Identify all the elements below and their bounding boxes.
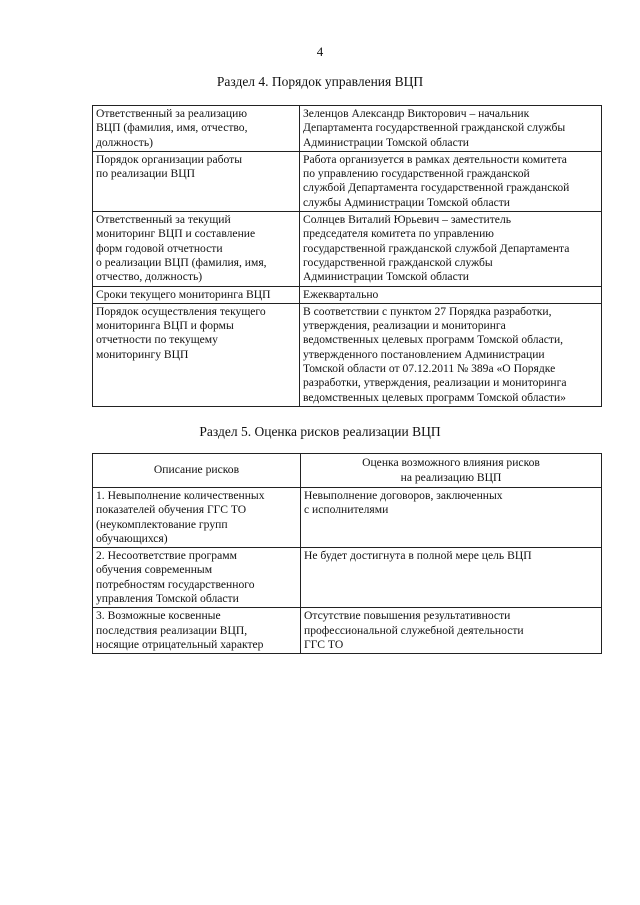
header-risk-description: Описание рисков [93, 454, 301, 488]
row-label: Порядок осуществления текущего мониторинга ВЦП и формы отчетности по текущему мониторингу ВЦП [93, 303, 300, 406]
row-label: Ответственный за реализацию ВЦП (фамилия, имя, отчество, должность) [93, 106, 300, 152]
risk-table [92, 453, 602, 654]
row-label: Ответственный за текущий мониторинг ВЦП и составление форм годовой отчетности о реализации ВЦП (фамилия, имя, отчество, должность) [93, 212, 300, 286]
table-row [93, 488, 602, 548]
table-row [93, 286, 602, 303]
table-header-row [93, 454, 602, 488]
table-row [93, 151, 602, 211]
header-impact-assessment: Оценка возможного влияния рисков на реализацию ВЦП [301, 454, 602, 488]
table-row [93, 548, 602, 608]
row-label: Сроки текущего мониторинга ВЦП [93, 286, 300, 303]
management-table [92, 105, 602, 407]
row-label: Порядок организации работы по реализации ВЦП [93, 151, 300, 211]
risk-cell: 1. Невыполнение количественных показателей обучения ГГС ТО (неукомплектование групп обучающихся) [93, 488, 301, 548]
page-number: 4 [316, 44, 324, 59]
row-value: В соответствии с пунктом 27 Порядка разработки, утверждения, реализации и мониторинга ведомственных целевых программ Томской области, утвержденного постановлением Администрации Томской области от 07.12.2011 № 389а «О Порядке разработки, утверждения, реализации и мониторинга ведомственных целевых программ Томской области» [300, 303, 602, 406]
impact-cell: Невыполнение договоров, заключенных с исполнителями [301, 488, 602, 548]
row-value: Ежеквартально [300, 286, 602, 303]
impact-cell: Отсутствие повышения результативности профессиональной служебной деятельности ГГС ТО [301, 608, 602, 654]
impact-cell: Не будет достигнута в полной мере цель ВЦП [301, 548, 602, 608]
risk-cell: 2. Несоответствие программ обучения современным потребностям государственного управления Томской области [93, 548, 301, 608]
row-value: Зеленцов Александр Викторович – начальник Департамента государственной гражданской службы Администрации Томской области [300, 106, 602, 152]
table-row [93, 608, 602, 654]
row-value: Солнцев Виталий Юрьевич – заместитель председателя комитета по управлению государственной гражданской службой Департамента государственной гражданской службы Администрации Томской области [300, 212, 602, 286]
section-5-title: Раздел 5. Оценка рисков реализации ВЦП [199, 424, 441, 439]
table-row [93, 212, 602, 286]
row-value: Работа организуется в рамках деятельности комитета по управлению государственной гражданской службой Департамента государственной гражданской службы Администрации Томской области [300, 151, 602, 211]
risk-cell: 3. Возможные косвенные последствия реализации ВЦП, носящие отрицательный характер [93, 608, 301, 654]
table-row [93, 303, 602, 406]
table-row [93, 106, 602, 152]
section-4-title: Раздел 4. Порядок управления ВЦП [216, 74, 424, 89]
